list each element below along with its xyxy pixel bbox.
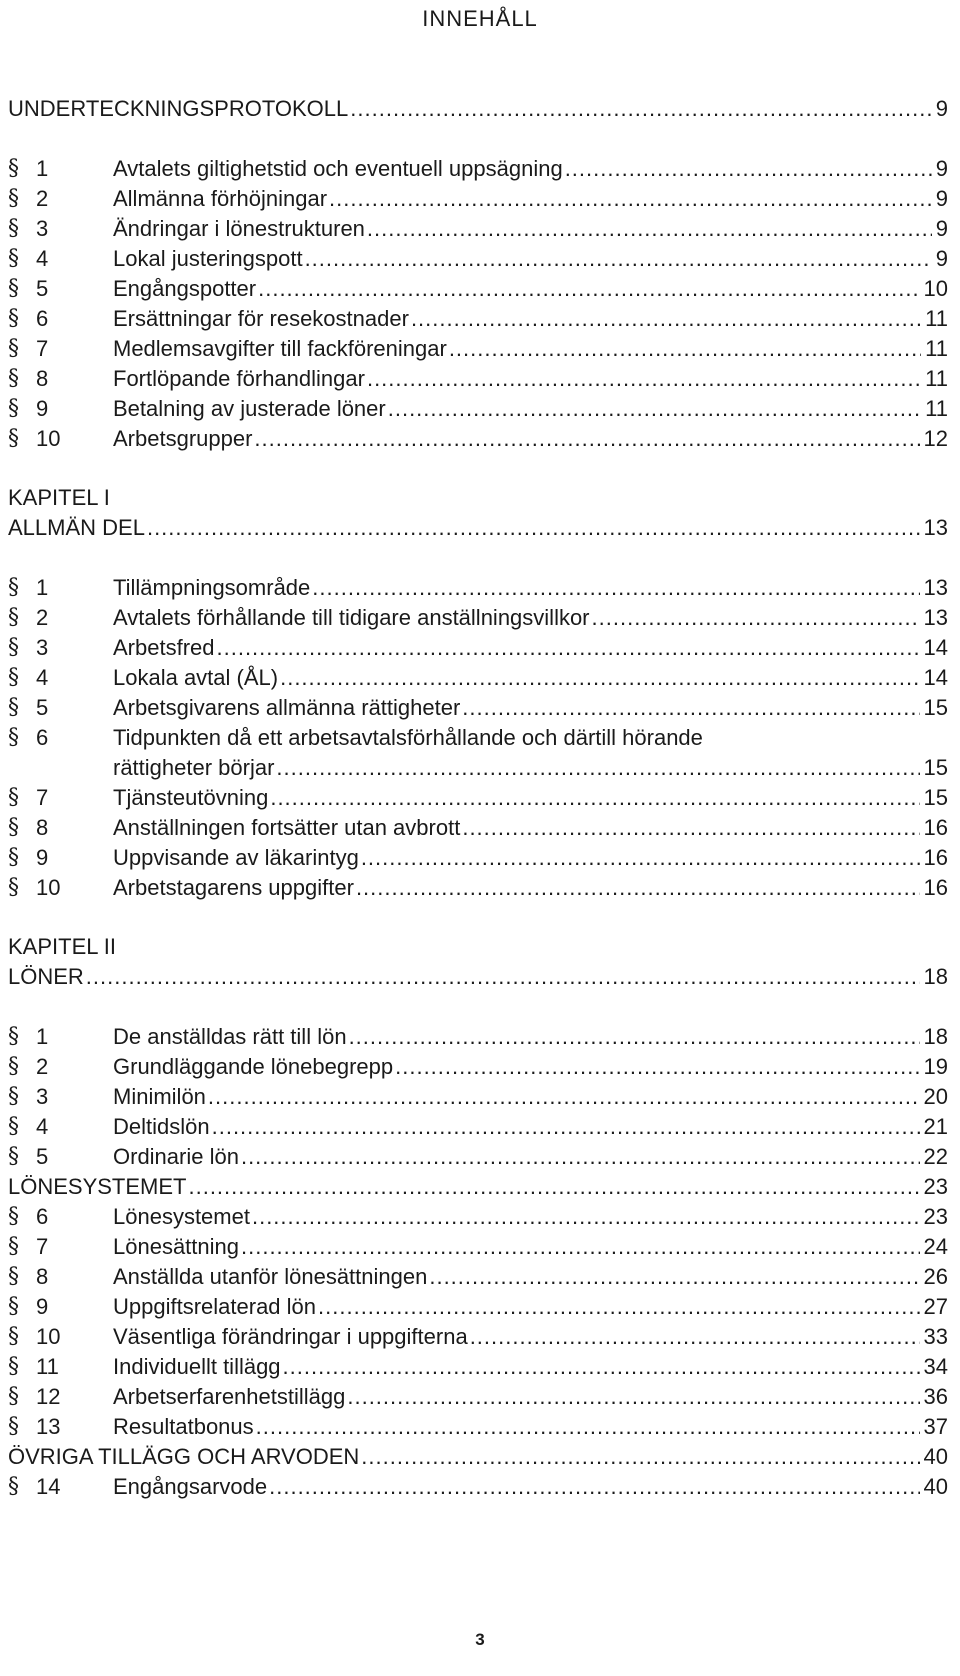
toc-label: Ersättningar för resekostnader [113,306,409,331]
toc-label: Lokala avtal (ÅL) [113,665,279,690]
toc-label: Allmänna förhöjningar [113,186,328,211]
section-mark: § [8,246,19,271]
toc-entry[interactable] [8,603,948,633]
toc-number: 1 [36,156,49,181]
toc-page: 19 [923,1054,948,1079]
toc-page: 14 [923,665,948,690]
section-mark: § [8,1024,19,1049]
section-mark: § [8,156,19,181]
toc-number: 8 [36,1264,49,1289]
toc-number: 5 [36,276,49,301]
toc-number: 3 [36,635,49,660]
toc-entry[interactable] [8,1352,948,1382]
toc-number: 3 [36,216,49,241]
toc-number: 7 [36,785,49,810]
toc-entry[interactable] [8,1292,948,1322]
leader-dots [318,1292,920,1322]
toc-number: 5 [36,695,49,720]
section-mark: § [8,635,19,660]
toc-label: Lokal justeringspott [113,246,303,271]
chapter-heading: KAPITEL I [8,485,110,510]
toc-label: Lönesystemet [113,1204,250,1229]
toc-label: Fortlöpande förhandlingar [113,366,365,391]
toc-entry[interactable] [8,873,948,903]
toc-page: 12 [923,426,948,451]
toc-number: 5 [36,1144,49,1169]
toc-page: 15 [923,755,948,780]
leader-dots [312,573,919,603]
toc-entry[interactable] [8,1472,948,1502]
leader-dots [361,843,920,873]
toc-page: 40 [923,1444,948,1469]
toc-entry-loner[interactable] [8,962,948,992]
leader-dots [256,1412,920,1442]
toc-number: 14 [36,1474,61,1499]
toc-page: 13 [923,605,948,630]
toc-number: 2 [36,1054,49,1079]
leader-dots [329,184,932,214]
toc-page: 9 [935,156,948,181]
leader-dots [212,1112,920,1142]
toc-number: 6 [36,306,49,331]
leader-dots [188,1172,919,1202]
section-mark: § [8,1144,19,1169]
leader-dots [86,962,920,992]
page-title: INNEHÅLL [422,6,538,31]
toc-page: 15 [923,785,948,810]
toc-entry[interactable] [8,364,948,394]
toc-number: 9 [36,396,49,421]
page-number: 3 [475,1630,485,1649]
section-mark: § [8,396,19,421]
leader-dots [361,1442,919,1472]
toc-entry[interactable] [8,1412,948,1442]
toc-entry[interactable] [8,1142,948,1172]
toc-page: 11 [925,366,948,391]
leader-dots [208,1082,920,1112]
toc-entry[interactable] [8,1082,948,1112]
section-mark: § [8,1234,19,1259]
section-mark: § [8,426,19,451]
toc-page: 23 [923,1174,948,1199]
toc-label: ÖVRIGA TILLÄGG OCH ARVODEN [8,1444,360,1469]
toc-entry[interactable] [8,394,948,424]
toc-entry[interactable] [8,1262,948,1292]
toc-page: 18 [923,1024,948,1049]
toc-page: 16 [923,845,948,870]
toc-entry[interactable] [8,783,948,813]
toc-page: 34 [923,1354,948,1379]
toc-label: Avtalets förhållande till tidigare anställningsvillkor [113,605,590,630]
section-mark: § [8,1204,19,1229]
toc-entry[interactable] [8,1232,948,1262]
leader-dots [276,753,919,783]
toc-page: 40 [923,1474,948,1499]
section-mark: § [8,605,19,630]
toc-page: 16 [923,815,948,840]
toc-number: 10 [36,875,61,900]
toc-page: 9 [935,186,948,211]
toc-entry[interactable] [8,184,948,214]
section-mark: § [8,1474,19,1499]
leader-dots [367,214,932,244]
toc-page: 18 [923,964,948,989]
toc-label: Avtalets giltighetstid och eventuell uppsägning [113,156,563,181]
leader-dots [462,813,919,843]
toc-number: 10 [36,1324,61,1349]
toc-label: Minimilön [113,1084,206,1109]
leader-dots [395,1052,919,1082]
toc-label: Resultatbonus [113,1414,254,1439]
toc-page: 11 [925,336,948,361]
toc-entry[interactable] [8,633,948,663]
toc-entry[interactable] [8,723,948,753]
toc-label: Deltidslön [113,1114,210,1139]
toc-label-line1: Tidpunkten då ett arbetsavtalsförhållande och därtill hörande [113,725,703,750]
toc-page: 21 [923,1114,948,1139]
leader-dots [254,424,919,454]
toc-page: 10 [923,276,948,301]
leader-dots [565,154,932,184]
section-mark: § [8,1054,19,1079]
toc-page: 23 [923,1204,948,1229]
toc-label: Engångspotter [113,276,257,301]
leader-dots [217,633,920,663]
toc-entry[interactable] [8,1322,948,1352]
toc-label: Lönesättning [113,1234,239,1259]
toc-label: Medlemsavgifter till fackföreningar [113,336,447,361]
toc-label: Tillämpningsområde [113,575,311,600]
toc-page: 9 [935,96,948,121]
toc-entry[interactable] [8,1052,948,1082]
toc-page: 11 [925,396,948,421]
toc-number: 13 [36,1414,61,1439]
toc-label: Engångsarvode [113,1474,268,1499]
leader-dots [258,274,919,304]
toc-label: rättigheter börjar [113,755,275,780]
toc-number: 6 [36,1204,49,1229]
toc-entry[interactable] [8,693,948,723]
toc-number: 1 [36,575,49,600]
toc-number: 4 [36,1114,49,1139]
toc-page: 20 [923,1084,948,1109]
toc-page: 36 [923,1384,948,1409]
toc-number: 7 [36,336,49,361]
toc-page: 13 [923,575,948,600]
toc-label: De anställdas rätt till lön [113,1024,347,1049]
toc-page: 37 [923,1414,948,1439]
toc-label: Anställda utanför lönesättningen [113,1264,428,1289]
toc-label: LÖNESYSTEMET [8,1174,187,1199]
toc-label: Arbetsfred [113,635,215,660]
toc-entry[interactable] [8,274,948,304]
leader-dots [350,94,931,124]
toc-label: ALLMÄN DEL [8,515,145,540]
toc-label: Arbetsgrupper [113,426,253,451]
toc-entry[interactable] [8,663,948,693]
toc-label: Arbetsgivarens allmänna rättigheter [113,695,461,720]
leader-dots [388,394,921,424]
section-mark: § [8,1324,19,1349]
toc-number: 1 [36,1024,49,1049]
toc-number: 3 [36,1084,49,1109]
toc-page: 9 [935,246,948,271]
leader-dots [280,663,919,693]
toc-number: 9 [36,845,49,870]
section-mark: § [8,845,19,870]
section-mark: § [8,1264,19,1289]
leader-dots [147,513,920,543]
toc-number: 7 [36,1234,49,1259]
leader-dots [429,1262,919,1292]
toc-label: Väsentliga förändringar i uppgifterna [113,1324,468,1349]
section-mark: § [8,1354,19,1379]
toc-label: Arbetstagarens uppgifter [113,875,354,900]
toc-entry[interactable] [8,1382,948,1412]
toc-entry-allman-del[interactable] [8,513,948,543]
toc-label: Ändringar i lönestrukturen [113,216,365,241]
toc-page: 22 [923,1144,948,1169]
toc-page: 15 [923,695,948,720]
leader-dots [411,304,921,334]
section-mark: § [8,276,19,301]
toc-label: Tjänsteutövning [113,785,269,810]
toc-label: UNDERTECKNINGSPROTOKOLL [8,96,349,121]
section-mark: § [8,695,19,720]
section-mark: § [8,366,19,391]
section-mark: § [8,725,19,750]
toc-page: 16 [923,875,948,900]
toc-number: 8 [36,366,49,391]
leader-dots [347,1382,919,1412]
toc-entry[interactable] [8,1202,948,1232]
section-mark: § [8,336,19,361]
toc-page: 14 [923,635,948,660]
leader-dots [252,1202,920,1232]
toc-entry-lonesystemet[interactable] [8,1172,948,1202]
toc-entry[interactable] [8,334,948,364]
toc-entry[interactable] [8,154,948,184]
leader-dots [283,1352,920,1382]
toc-label: Arbetserfarenhetstillägg [113,1384,346,1409]
chapter-heading: KAPITEL II [8,934,117,959]
toc-number: 12 [36,1384,61,1409]
toc-label: Anställningen fortsätter utan avbrott [113,815,461,840]
section-mark: § [8,1114,19,1139]
toc-number: 4 [36,246,49,271]
toc-entry[interactable] [8,214,948,244]
toc-page: 27 [923,1294,948,1319]
leader-dots [470,1322,920,1352]
toc-number: 8 [36,815,49,840]
leader-dots [349,1022,920,1052]
toc-entry-ovriga-tillagg[interactable] [8,1442,948,1472]
leader-dots [241,1142,920,1172]
toc-number: 11 [36,1354,59,1379]
leader-dots [305,244,932,274]
section-mark: § [8,815,19,840]
toc-number: 4 [36,665,49,690]
toc-number: 2 [36,605,49,630]
leader-dots [356,873,920,903]
section-mark: § [8,1084,19,1109]
toc-label: Individuellt tillägg [113,1354,281,1379]
toc-entry[interactable] [8,1112,948,1142]
toc-entry[interactable] [8,813,948,843]
section-mark: § [8,1384,19,1409]
toc-page: 11 [925,306,948,331]
toc-entry[interactable] [8,573,948,603]
toc-number: 2 [36,186,49,211]
toc-label: Ordinarie lön [113,1144,239,1169]
toc-label: Uppgiftsrelaterad lön [113,1294,317,1319]
leader-dots [592,603,920,633]
toc-label: Betalning av justerade löner [113,396,386,421]
section-mark: § [8,216,19,241]
section-mark: § [8,1414,19,1439]
toc-page: 33 [923,1324,948,1349]
toc-entry[interactable] [8,843,948,873]
section-mark: § [8,665,19,690]
leader-dots [367,364,921,394]
toc-page: 24 [923,1234,948,1259]
leader-dots [269,1472,919,1502]
section-mark: § [8,1294,19,1319]
leader-dots [241,1232,920,1262]
leader-dots [462,693,919,723]
toc-label: Uppvisande av läkarintyg [113,845,359,870]
toc-label: Grundläggande lönebegrepp [113,1054,394,1079]
toc-label: LÖNER [8,964,84,989]
toc-entry[interactable] [8,1022,948,1052]
toc-number: 10 [36,426,61,451]
toc-entry[interactable] [8,304,948,334]
section-mark: § [8,306,19,331]
toc-page: 13 [923,515,948,540]
toc-number: 6 [36,725,49,750]
toc-number: 9 [36,1294,49,1319]
section-mark: § [8,785,19,810]
toc-page: 9 [935,216,948,241]
toc-page: 26 [923,1264,948,1289]
section-mark: § [8,875,19,900]
leader-dots [270,783,919,813]
leader-dots [449,334,921,364]
toc-entry[interactable] [8,424,948,454]
section-mark: § [8,186,19,211]
toc-entry-continued[interactable] [8,753,948,783]
toc-entry[interactable] [8,244,948,274]
section-mark: § [8,575,19,600]
toc-entry-underteckningsprotokoll[interactable] [8,94,948,124]
